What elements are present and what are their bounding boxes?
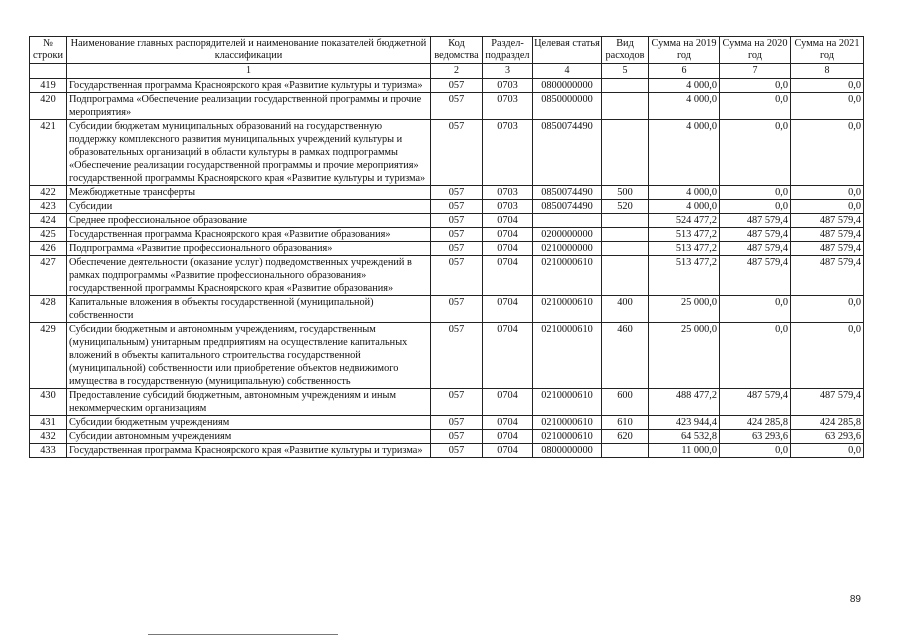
row-expense-kind: 400	[602, 296, 649, 323]
row-target-code: 0210000610	[533, 416, 602, 430]
table-row	[30, 323, 864, 389]
column-number: 4	[533, 64, 602, 79]
row-expense-kind	[602, 228, 649, 242]
row-section-code: 0704	[483, 296, 533, 323]
row-expense-kind: 520	[602, 200, 649, 214]
row-target-code: 0850074490	[533, 120, 602, 186]
row-expense-kind	[602, 242, 649, 256]
table-row	[30, 389, 864, 416]
row-sum-2019: 513 477,2	[649, 228, 720, 242]
column-number: 8	[791, 64, 864, 79]
row-name: Капитальные вложения в объекты государственной (муниципальной) собственности	[67, 296, 431, 323]
row-dept-code: 057	[431, 430, 483, 444]
row-dept-code: 057	[431, 214, 483, 228]
row-name: Подпрограмма «Развитие профессионального образования»	[67, 242, 431, 256]
table-row	[30, 200, 864, 214]
row-target-code	[533, 214, 602, 228]
row-sum-2021: 487 579,4	[791, 389, 864, 416]
column-number: 5	[602, 64, 649, 79]
row-sum-2020: 0,0	[720, 200, 791, 214]
row-dept-code: 057	[431, 256, 483, 296]
row-dept-code: 057	[431, 416, 483, 430]
row-sum-2020: 487 579,4	[720, 228, 791, 242]
row-name: Обеспечение деятельности (оказание услуг) подведомственных учреждений в рамках подпрограммы «Развитие профессионального образования» государственной программы Красноярского края «Развитие образования»	[67, 256, 431, 296]
row-sum-2019: 423 944,4	[649, 416, 720, 430]
row-sum-2020: 0,0	[720, 186, 791, 200]
row-expense-kind: 460	[602, 323, 649, 389]
row-dept-code: 057	[431, 389, 483, 416]
page-number: 89	[849, 594, 861, 605]
row-section-code: 0704	[483, 228, 533, 242]
column-number: 1	[67, 64, 431, 79]
row-sum-2020: 0,0	[720, 444, 791, 458]
row-sum-2021: 0,0	[791, 323, 864, 389]
row-target-code: 0850074490	[533, 200, 602, 214]
table-row	[30, 214, 864, 228]
row-sum-2021: 487 579,4	[791, 228, 864, 242]
row-sum-2020: 0,0	[720, 79, 791, 93]
row-sum-2021: 487 579,4	[791, 214, 864, 228]
table-row	[30, 242, 864, 256]
header-name: Наименование главных распорядителей и наименование показателей бюджетной классификации	[67, 37, 431, 64]
row-sum-2021: 487 579,4	[791, 256, 864, 296]
row-number: 428	[30, 296, 67, 323]
row-sum-2019: 4 000,0	[649, 79, 720, 93]
row-dept-code: 057	[431, 93, 483, 120]
row-number: 425	[30, 228, 67, 242]
row-sum-2021: 0,0	[791, 79, 864, 93]
row-number: 421	[30, 120, 67, 186]
row-number: 432	[30, 430, 67, 444]
row-section-code: 0703	[483, 93, 533, 120]
table-body	[30, 79, 864, 458]
row-sum-2020: 487 579,4	[720, 214, 791, 228]
table-row	[30, 79, 864, 93]
row-dept-code: 057	[431, 200, 483, 214]
footer-divider	[148, 634, 338, 635]
header-sum-2020: Сумма на 2020 год	[720, 37, 791, 64]
row-target-code: 0210000610	[533, 323, 602, 389]
row-name: Предоставление субсидий бюджетным, автономным учреждениям и иным некоммерческим организациям	[67, 389, 431, 416]
header-section: Раздел-подраздел	[483, 37, 533, 64]
row-number: 422	[30, 186, 67, 200]
row-section-code: 0703	[483, 186, 533, 200]
column-number: 7	[720, 64, 791, 79]
row-target-code: 0850074490	[533, 186, 602, 200]
row-section-code: 0704	[483, 389, 533, 416]
row-section-code: 0704	[483, 430, 533, 444]
row-number: 429	[30, 323, 67, 389]
row-sum-2020: 487 579,4	[720, 389, 791, 416]
row-sum-2019: 488 477,2	[649, 389, 720, 416]
header-dept: Код ведомства	[431, 37, 483, 64]
column-number: 2	[431, 64, 483, 79]
column-number: 6	[649, 64, 720, 79]
row-sum-2021: 0,0	[791, 444, 864, 458]
row-number: 423	[30, 200, 67, 214]
table-row	[30, 93, 864, 120]
row-sum-2020: 63 293,6	[720, 430, 791, 444]
row-target-code: 0850000000	[533, 93, 602, 120]
row-sum-2021: 0,0	[791, 186, 864, 200]
table-row	[30, 256, 864, 296]
row-section-code: 0704	[483, 214, 533, 228]
row-sum-2019: 4 000,0	[649, 200, 720, 214]
row-sum-2020: 487 579,4	[720, 242, 791, 256]
row-section-code: 0704	[483, 242, 533, 256]
table-row	[30, 186, 864, 200]
row-sum-2020: 0,0	[720, 296, 791, 323]
row-target-code: 0800000000	[533, 444, 602, 458]
row-number: 427	[30, 256, 67, 296]
table-row	[30, 120, 864, 186]
row-name: Среднее профессиональное образование	[67, 214, 431, 228]
row-number: 420	[30, 93, 67, 120]
budget-table	[29, 36, 864, 458]
table-row	[30, 444, 864, 458]
row-sum-2021: 0,0	[791, 296, 864, 323]
row-section-code: 0703	[483, 120, 533, 186]
row-expense-kind	[602, 79, 649, 93]
row-sum-2019: 4 000,0	[649, 186, 720, 200]
row-sum-2019: 4 000,0	[649, 93, 720, 120]
table-row	[30, 228, 864, 242]
row-section-code: 0703	[483, 200, 533, 214]
row-name: Государственная программа Красноярского края «Развитие образования»	[67, 228, 431, 242]
row-dept-code: 057	[431, 323, 483, 389]
row-dept-code: 057	[431, 296, 483, 323]
row-number: 424	[30, 214, 67, 228]
row-sum-2019: 64 532,8	[649, 430, 720, 444]
row-target-code: 0200000000	[533, 228, 602, 242]
row-sum-2019: 25 000,0	[649, 323, 720, 389]
header-sum-2021: Сумма на 2021 год	[791, 37, 864, 64]
row-dept-code: 057	[431, 444, 483, 458]
row-name: Субсидии бюджетам муниципальных образований на государственную поддержку комплексного развития муниципальных учреждений культуры и образовательных организаций в области культуры в рамках подпрограммы «Обеспечение реализации государственной программы и прочие мероприятия» государственной программы Красноярского края «Развитие культуры и туризма»	[67, 120, 431, 186]
row-expense-kind	[602, 214, 649, 228]
row-sum-2021: 0,0	[791, 200, 864, 214]
table-row	[30, 430, 864, 444]
row-sum-2019: 4 000,0	[649, 120, 720, 186]
row-section-code: 0704	[483, 416, 533, 430]
row-sum-2021: 63 293,6	[791, 430, 864, 444]
header-target: Целевая статья	[533, 37, 602, 64]
row-number: 431	[30, 416, 67, 430]
row-sum-2021: 0,0	[791, 120, 864, 186]
row-number: 430	[30, 389, 67, 416]
header-sum-2019: Сумма на 2019 год	[649, 37, 720, 64]
row-sum-2020: 424 285,8	[720, 416, 791, 430]
row-sum-2019: 513 477,2	[649, 242, 720, 256]
row-target-code: 0210000610	[533, 296, 602, 323]
row-sum-2020: 487 579,4	[720, 256, 791, 296]
column-number: 3	[483, 64, 533, 79]
row-number: 419	[30, 79, 67, 93]
row-sum-2021: 0,0	[791, 93, 864, 120]
row-name: Государственная программа Красноярского края «Развитие культуры и туризма»	[67, 444, 431, 458]
row-dept-code: 057	[431, 79, 483, 93]
row-expense-kind: 620	[602, 430, 649, 444]
row-expense-kind	[602, 93, 649, 120]
row-expense-kind	[602, 256, 649, 296]
row-name: Подпрограмма «Обеспечение реализации государственной программы и прочие мероприятия»	[67, 93, 431, 120]
table-row	[30, 296, 864, 323]
header-kind: Вид расходов	[602, 37, 649, 64]
row-expense-kind	[602, 120, 649, 186]
row-dept-code: 057	[431, 120, 483, 186]
row-expense-kind: 610	[602, 416, 649, 430]
row-sum-2019: 524 477,2	[649, 214, 720, 228]
row-target-code: 0210000610	[533, 430, 602, 444]
column-number-blank	[30, 64, 67, 79]
header-row	[30, 37, 864, 64]
row-section-code: 0703	[483, 79, 533, 93]
row-name: Государственная программа Красноярского края «Развитие культуры и туризма»	[67, 79, 431, 93]
row-sum-2020: 0,0	[720, 323, 791, 389]
column-number-row	[30, 64, 864, 79]
row-sum-2019: 513 477,2	[649, 256, 720, 296]
row-name: Субсидии бюджетным и автономным учреждениям, государственным (муниципальным) унитарным предприятиям на осуществление капитальных вложений в объекты капитального строительства государственной (муниципальной) собственности или приобретение объектов недвижимого имущества в государственную (муниципальную) собственность	[67, 323, 431, 389]
row-number: 426	[30, 242, 67, 256]
row-expense-kind: 500	[602, 186, 649, 200]
row-target-code: 0210000000	[533, 242, 602, 256]
row-name: Субсидии	[67, 200, 431, 214]
row-dept-code: 057	[431, 186, 483, 200]
header-num: № строки	[30, 37, 67, 64]
row-dept-code: 057	[431, 242, 483, 256]
row-expense-kind: 600	[602, 389, 649, 416]
row-dept-code: 057	[431, 228, 483, 242]
row-sum-2021: 487 579,4	[791, 242, 864, 256]
row-sum-2020: 0,0	[720, 120, 791, 186]
table-row	[30, 416, 864, 430]
row-expense-kind	[602, 444, 649, 458]
row-number: 433	[30, 444, 67, 458]
row-name: Межбюджетные трансферты	[67, 186, 431, 200]
row-sum-2019: 11 000,0	[649, 444, 720, 458]
row-sum-2020: 0,0	[720, 93, 791, 120]
row-name: Субсидии автономным учреждениям	[67, 430, 431, 444]
row-target-code: 0210000610	[533, 256, 602, 296]
row-name: Субсидии бюджетным учреждениям	[67, 416, 431, 430]
row-section-code: 0704	[483, 444, 533, 458]
row-target-code: 0800000000	[533, 79, 602, 93]
row-section-code: 0704	[483, 256, 533, 296]
row-section-code: 0704	[483, 323, 533, 389]
row-sum-2021: 424 285,8	[791, 416, 864, 430]
row-sum-2019: 25 000,0	[649, 296, 720, 323]
row-target-code: 0210000610	[533, 389, 602, 416]
